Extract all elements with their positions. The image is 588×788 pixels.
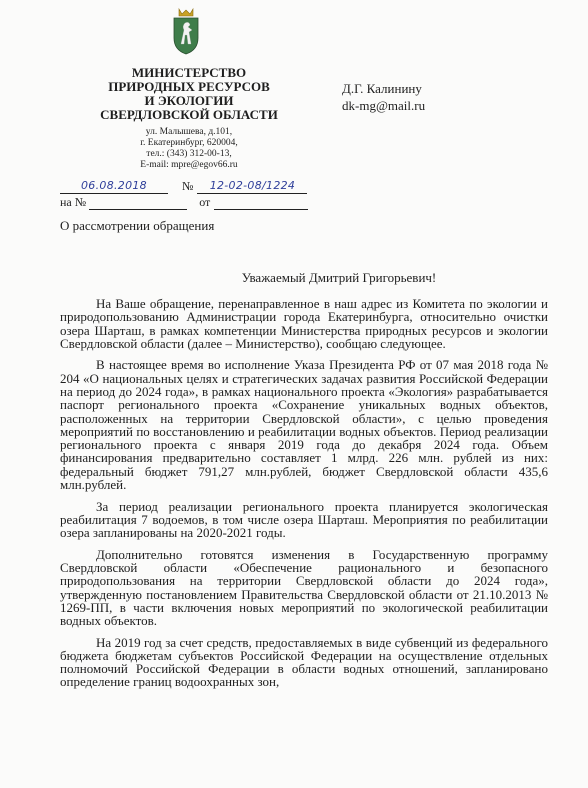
paragraph: За период реализации регионального проекта планируется экологическая реабилитация 7 водоемов, в том числе озера Шарташ. Мероприятия по реабилитации озера запланированы на 2020-2021 годы. [60, 498, 548, 541]
in-response-label: на № [60, 195, 87, 209]
ministry-name-line: СВЕРДЛОВСКОЙ ОБЛАСТИ [100, 107, 278, 122]
ministry-contacts [100, 127, 278, 171]
paragraph: На Ваше обращение, перенаправленное в наш адрес из Комитета по экологии и природопользованию Администрации города Екатеринбурга, относительно очистки озера Шарташ, в рамках компетенции Министерства природных ресурсов и экологии Свердловской области (далее – Министерство), сообщаю следующее. [60, 296, 548, 351]
outgoing-number-field [197, 178, 307, 194]
address-street: ул. Малышева, д.101, [145, 127, 233, 137]
ministry-name [100, 66, 278, 122]
recipient-block [342, 80, 425, 114]
phone: тел.: (343) 312-00-13, [146, 149, 232, 159]
incoming-reference [60, 194, 308, 210]
recipient-email: dk-mg@mail.ru [342, 98, 426, 113]
email: E-mail: mpre@egov66.ru [140, 160, 238, 170]
paragraph: Дополнительно готовятся изменения в Государственную программу Свердловской области «Обеспечение рационального и безопасного природопользования на территории Свердловской области до 2024 года», утвержденную постановлением Правительства Свердловской области от 21.10.2013 № 1269-ПП, в части включения новых мероприятий по экологической реабилитации водных объектов. [60, 546, 548, 629]
paragraph: В настоящее время во исполнение Указа Президента РФ от 07 мая 2018 года № 204 «О национальных целях и стратегических задачах развития Российской Федерации на период до 2024 года», в рамках национального проекта «Экология» разрабатывается паспорт регионального проекта «Сохранение уникальных водных объектов, расположенных на территории Свердловской области», с целью проведения мероприятий по восстановлению и реабилитации водных объектов. Период реализации регионального проекта с января 2019 года до декабря 2024 года. Объем финансирования предварительно составляет 1 млрд. 226 млн. рублей из них: федеральный бюджет 791,27 млн.рублей, бюджет Свердловской области 435,6 млн.рублей. [60, 357, 548, 493]
paragraph: На 2019 год за счет средств, предоставляемых в виде субвенций из федерального бюджета бюджетам субъектов Российской Федерации на осуществление отдельных полномочий Российской Федерации в области водных отношений, запланировано определение границ водоохранных зон, [60, 634, 548, 690]
outgoing-date: 06.08.2018 [81, 179, 147, 192]
greeting: Уважаемый Дмитрий Григорьевич! [241, 270, 437, 285]
recipient-name: Д.Г. Калинину [342, 81, 422, 96]
address-city: г. Екатеринбург, 620004, [140, 138, 238, 148]
from-label: от [199, 195, 211, 209]
ministry-name-line: ПРИРОДНЫХ РЕСУРСОВ [108, 79, 270, 94]
outgoing-number: 12-02-08/1224 [209, 179, 296, 192]
in-response-date-field [214, 194, 308, 210]
number-sign: № [182, 179, 194, 193]
ministry-name-line: И ЭКОЛОГИИ [144, 93, 234, 108]
ministry-header [100, 66, 278, 171]
outgoing-date-field [60, 178, 168, 194]
letter-body [60, 297, 548, 697]
ministry-name-line: МИНИСТЕРСТВО [131, 65, 247, 80]
in-response-number-field [89, 194, 187, 210]
subject-line: О рассмотрении обращения [60, 218, 215, 233]
outgoing-registration [60, 178, 307, 194]
coat-of-arms-icon [171, 6, 201, 56]
